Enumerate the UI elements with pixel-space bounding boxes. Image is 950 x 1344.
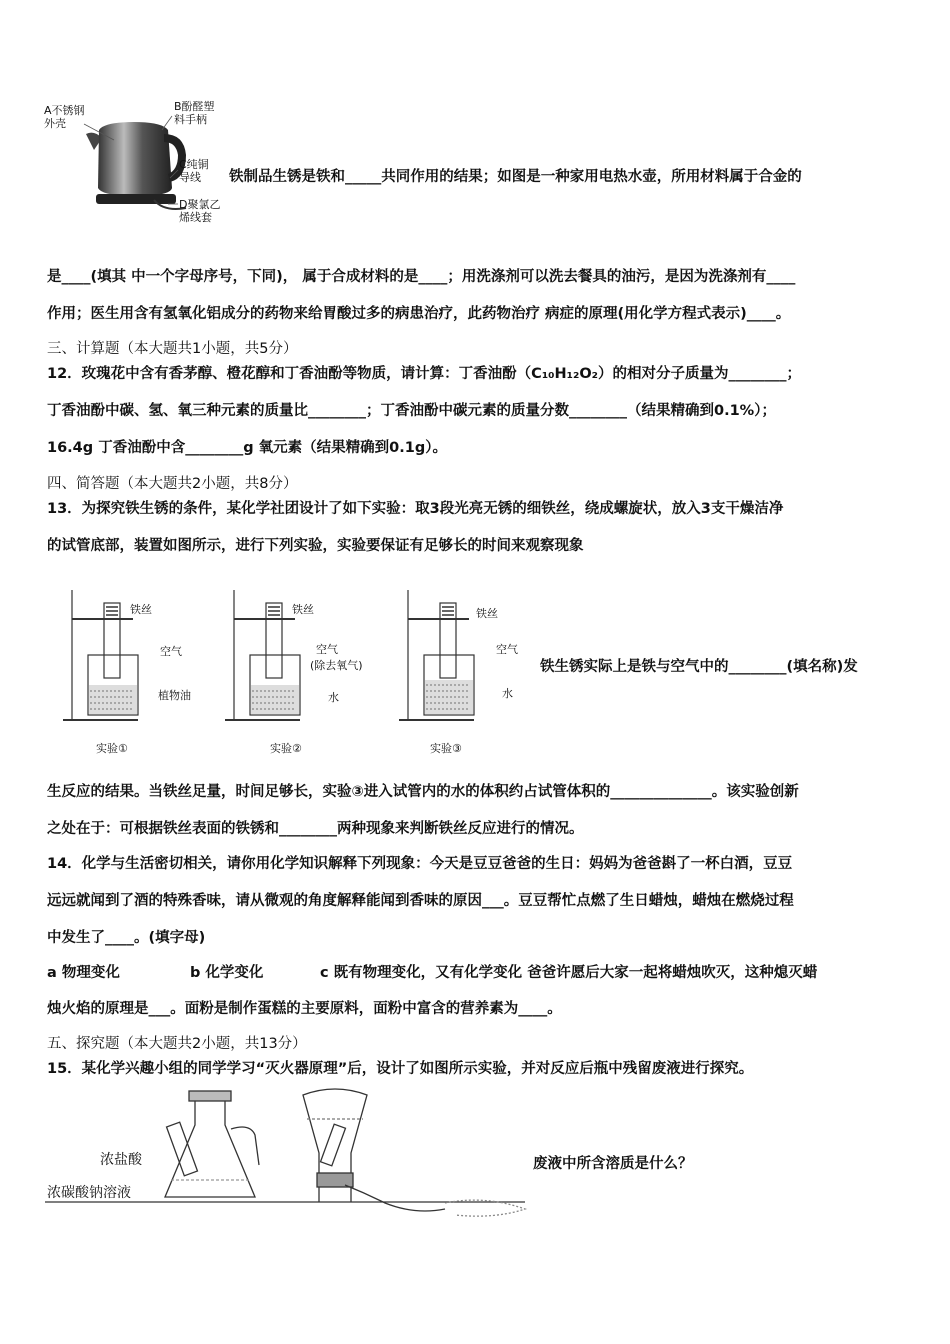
section3-title: 三、计算题（本大题共1小题，共5分）: [47, 341, 298, 357]
q12-line2: 丁香油酚中碳、氢、氧三种元素的质量比________；丁香油酚中碳元素的质量分数________（结果精确到0.1%）；: [47, 403, 776, 419]
exp1-gas-label: 空气: [160, 645, 182, 658]
q14-line2: 远远就闻到了酒的特殊香味，请从微观的角度解释能闻到香味的原因___。豆豆帮忙点燃了生日蜡烛，蜡烛在燃烧过程: [47, 893, 794, 909]
q13-line4: 之处在于：可根据铁丝表面的铁锈和________两种现象来判断铁丝反应进行的情况。: [47, 821, 584, 837]
q11-line2: 是____(填其 中一个字母序号，下同)， 属于合成材料的是____；用洗涤剂可以洗去餐具的油污，是因为洗涤剂有____: [47, 269, 796, 285]
exp1-liquid-label: 植物油: [158, 689, 191, 702]
section5-title: 五、探究题（本大题共2小题，共13分）: [47, 1036, 307, 1052]
iron-rust-experiments-figure: [58, 585, 528, 760]
exp3-caption: 实验③: [430, 742, 462, 755]
experiment-3-apparatus: [399, 590, 474, 720]
q14-option-a: a 物理变化: [47, 965, 120, 981]
exp3-gas-label: 空气: [496, 643, 518, 656]
q12-line1: 12．玫瑰花中含有香茅醇、橙花醇和丁香油酚等物质，请计算：丁香油酚（C₁₀H₁₂O₂）的相对分子质量为________；: [47, 366, 802, 382]
exp2-liquid-label: 水: [328, 691, 339, 704]
q14-option-b: b 化学变化: [190, 965, 264, 981]
label-conc-sodium-carbonate: 浓碳酸钠溶液: [47, 1185, 131, 1201]
q11-line3: 作用；医生用含有氢氧化铝成分的药物来给胃酸过多的病患治疗，此药物治疗 病症的原理(用化学方程式表示)____。: [47, 306, 791, 322]
exp2-gas-label: 空气: [316, 643, 338, 656]
q14-line1: 14．化学与生活密切相关，请你用化学知识解释下列现象：今天是豆豆爸爸的生日：妈妈为爸爸斟了一杯白酒，豆豆: [47, 856, 793, 872]
extinguisher-figure: [45, 1085, 535, 1225]
q14-line5: 烛火焰的原理是___。面粉是制作蛋糕的主要原料，面粉中富含的营养素为____。: [47, 1001, 562, 1017]
q11-line1: 铁制品生锈是铁和_____共同作用的结果；如图是一种家用电热水壶，所用材料属于合金的: [229, 169, 802, 185]
exp3-wire-label: 铁丝: [476, 607, 498, 620]
kettle-label-b: B酚醛塑料手柄: [174, 100, 215, 126]
q13-side-text: 铁生锈实际上是铁与空气中的________(填名称)发: [540, 659, 858, 675]
label-conc-hydrochloric-acid: 浓盐酸: [100, 1152, 142, 1168]
q13-line2: 的试管底部，装置如图所示，进行下列实验，实验要保证有足够长的时间来观察现象: [47, 538, 584, 554]
exp1-caption: 实验①: [96, 742, 128, 755]
q14-option-c: c 既有物理变化，又有化学变化 爸爸许愿后大家一起将蜡烛吹灭，这种熄灭蜡: [320, 965, 818, 981]
q15-side-text: 废液中所含溶质是什么？: [533, 1156, 693, 1172]
kettle-label-d: D聚氯乙烯线套: [179, 198, 221, 224]
kettle-label-a: A不锈钢外壳: [44, 104, 85, 130]
exp2-caption: 实验②: [270, 742, 302, 755]
experiment-2-apparatus: [225, 590, 300, 720]
q13-line1: 13．为探究铁生锈的条件，某化学社团设计了如下实验：取3段光亮无锈的细铁丝，绕成螺旋状，放入3支干燥洁净: [47, 501, 784, 517]
q12-line3: 16.4g 丁香油酚中含________g 氧元素（结果精确到0.1g）。: [47, 440, 447, 456]
exp3-liquid-label: 水: [502, 687, 513, 700]
q14-line3: 中发生了____。(填字母): [47, 930, 206, 946]
q15-line1: 15．某化学兴趣小组的同学学习“灭火器原理”后，设计了如图所示实验，并对反应后瓶中残留废液进行探究。: [47, 1061, 754, 1077]
exp2-gas-note: (除去氧气): [310, 659, 363, 672]
exp2-wire-label: 铁丝: [292, 603, 314, 616]
experiment-1-apparatus: [63, 590, 138, 720]
kettle-figure: [44, 100, 229, 230]
exp1-wire-label: 铁丝: [130, 603, 152, 616]
q13-line3: 生反应的结果。当铁丝足量，时间足够长，实验③进入试管内的水的体积约占试管体积的______________。该实验创新: [47, 784, 799, 800]
kettle-label-c: C纯铜导线: [179, 158, 209, 184]
section4-title: 四、简答题（本大题共2小题，共8分）: [47, 476, 298, 492]
